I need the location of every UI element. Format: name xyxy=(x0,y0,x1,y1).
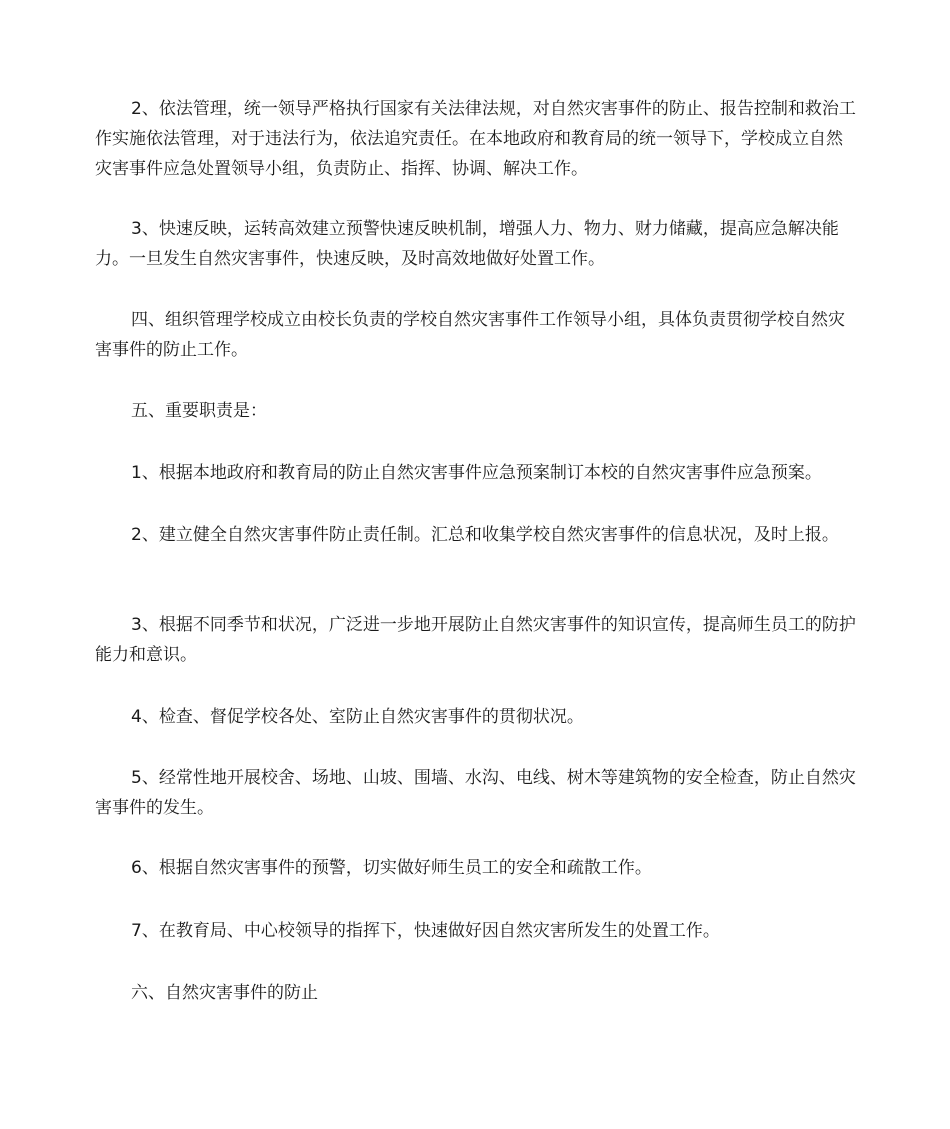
paragraph-duty-5: 5、经常性地开展校舍、场地、山坡、围墙、水沟、电线、树木等建筑物的安全检查，防止自然灾害事件的发生。 xyxy=(95,768,856,818)
paragraph-duty-7: 7、在教育局、中心校领导的指挥下，快速做好因自然灾害所发生的处置工作。 xyxy=(131,921,720,941)
paragraph-legal-management: 2、依法管理，统一领导严格执行国家有关法律法规，对自然灾害事件的防止、报告控制和救治工作实施依法管理，对于违法行为，依法追究责任。在本地政府和教育局的统一领导下，学校成立自然灾害事件应急处置领导小组，负责防止、指挥、协调、解决工作。 xyxy=(95,99,856,179)
paragraph-duty-3: 3、根据不同季节和状况，广泛进一步地开展防止自然灾害事件的知识宣传，提高师生员工的防护能力和意识。 xyxy=(95,615,856,665)
paragraph-duty-2: 2、建立健全自然灾害事件防止责任制。汇总和收集学校自然灾害事件的信息状况，及时上报。 xyxy=(131,525,839,545)
heading-main-duties: 五、重要职责是： xyxy=(131,401,267,421)
paragraph-duty-6: 6、根据自然灾害事件的预警，切实做好师生员工的安全和疏散工作。 xyxy=(131,858,652,878)
paragraph-duty-1: 1、根据本地政府和教育局的防止自然灾害事件应急预案制订本校的自然灾害事件应急预案。 xyxy=(131,463,822,483)
heading-disaster-prevention: 六、自然灾害事件的防止 xyxy=(131,983,318,1003)
paragraph-organization: 四、组织管理学校成立由校长负责的学校自然灾害事件工作领导小组，具体负责贯彻学校自然灾害事件的防止工作。 xyxy=(95,310,845,360)
paragraph-duty-4: 4、检查、督促学校各处、室防止自然灾害事件的贯彻状况。 xyxy=(131,707,584,727)
paragraph-fast-response: 3、快速反映，运转高效建立预警快速反映机制，增强人力、物力、财力储藏，提高应急解决能力。一旦发生自然灾害事件，快速反映，及时高效地做好处置工作。 xyxy=(95,219,839,269)
